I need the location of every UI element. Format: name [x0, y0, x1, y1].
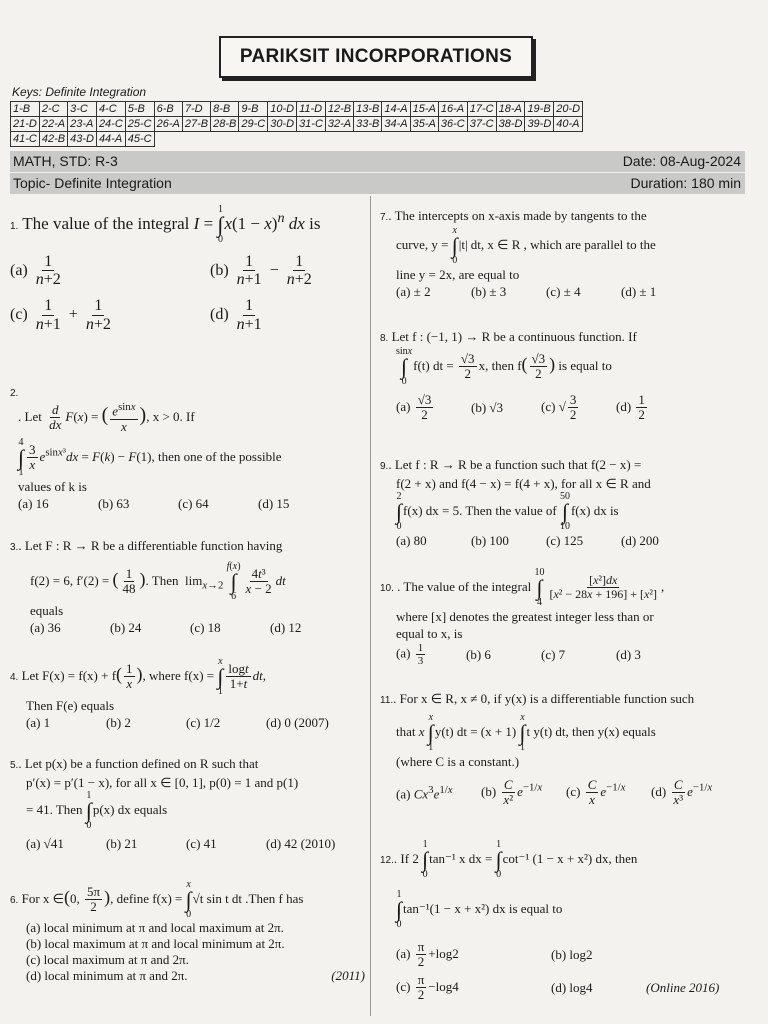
- answer-key-cell: 30-D: [268, 117, 297, 132]
- q10-options: (a) $\frac{1}{3}$ (b) 6 (c) 7 (d) 3: [396, 641, 641, 667]
- info-band-topic: [10, 173, 745, 194]
- question-1: 1. The value of the integral I = 1 ∫ 0 $x(1 - x)^n$ dx is (a) $\frac{1}{n+2}$ (b) $\frac{1}{n+1}$ − $\frac{1}{n+2}$ (c) $\frac{1}{n+1}$ + $\frac{1}{n+2}$ (d) $\frac{1}{n+1}$: [10, 204, 321, 333]
- answer-key-cell: 24-C: [96, 117, 125, 132]
- answer-key-cell: 21-D: [11, 117, 40, 132]
- answer-key-cell: 43-D: [68, 132, 97, 147]
- answer-key-cell: 7-D: [182, 102, 210, 117]
- q9-options: (a) 80 (b) 100 (c) 125 (d) 200: [396, 532, 659, 548]
- q7-options: (a) ± 2 (b) ± 3 (c) ± 4 (d) ± 1: [396, 283, 657, 299]
- answer-key-cell: 11-D: [297, 102, 326, 117]
- q4-options: (a) 1 (b) 2 (c) 1/2 (d) 0 (2007): [26, 714, 329, 730]
- topic-label: Topic- Definite Integration: [13, 175, 172, 191]
- answer-key-cell: 25-C: [125, 117, 154, 132]
- answer-key-cell: 1-B: [11, 102, 40, 117]
- date-label: Date: 08-Aug-2024: [622, 153, 741, 169]
- question-6: 6. For x ∈(0, $\frac{5\pi}{2}$ ), define f(x) = x ∫ 0 √t sin t dt .Then f has (a) local minimum at π and local maximum at 2π. (b) local maximum at π and local minimum at 2π. (c) local maximum at π and 2π. (d) local minimum at π and 2π. (2011): [10, 879, 365, 983]
- answer-key-cell: 33-B: [354, 117, 382, 132]
- answer-key-cell: 12-B: [325, 102, 353, 117]
- question-8: 8. Let f : (−1, 1) → R be a continuous function. If sinx ∫ 0 f(t) dt = $\frac{√3}{2}$ x, then f( $\frac{√3}{2}$ ) is equal to (a) $\frac{√3}{2}$ (b) √3 (c) √ $\frac{3}{2}$ (d) $\frac{1}{2}$: [380, 328, 750, 422]
- answer-key-cell: 17-C: [467, 102, 496, 117]
- duration-label: Duration: 180 min: [630, 175, 741, 191]
- answer-key-cell: 31-C: [297, 117, 326, 132]
- answer-key-cell: 16-A: [438, 102, 467, 117]
- answer-key-cell: 38-D: [496, 117, 525, 132]
- q3-options: (a) 36 (b) 24 (c) 18 (d) 12: [30, 619, 302, 635]
- answer-key-cell: 36-C: [438, 117, 467, 132]
- answer-key-cell: 14-A: [382, 102, 410, 117]
- question-5: 5.. Let p(x) be a function defined on R such that p′(x) = p′(1 − x), for all x ∈ [0, 1], p(0) = 1 and p(1) = 41. Then 1 ∫ 0 p(x) dx equals (a) √41 (b) 21 (c) 41 (d) 42 (2010): [10, 755, 365, 852]
- question-10: 10. . The value of the integral 10 ∫ 4 $\frac{\text{[x²]dx}}{\text{[x² − 28x + 196] + [x²]}}$ , where [x] denotes the greatest integer less than or equal to x, is (a) $\frac{1}{3}$ (b) 6 (c) 7 (d) 3: [380, 568, 750, 667]
- answer-key-cell: 44-A: [96, 132, 125, 147]
- answer-key-cell: 41-C: [11, 132, 40, 147]
- question-7: 7.. The intercepts on x-axis made by tangents to the curve, y = x ∫ 0 |t| dt, x ∈ R , which are parallel to the line y = 2x, are equal to (a) ± 2 (b) ± 3 (c) ± 4 (d) ± 1: [380, 207, 750, 300]
- answer-key-cell: 13-B: [354, 102, 382, 117]
- q5-options: (a) √41 (b) 21 (c) 41 (d) 42 (2010): [26, 835, 336, 851]
- subject-label: MATH, STD: R-3: [13, 153, 118, 169]
- page-title: PARIKSIT INCORPORATIONS: [219, 36, 533, 78]
- q11-options: (a) $Cx^3e^{1/x}$ (b) $\frac{C}{\text{x²}}$ $e^{-1/x}$ (c) $\frac{C}{x}$ $e^{-1/x}$ (d) $\frac{C}{\text{x³}}$ $e^{-1/x}$: [396, 776, 713, 808]
- question-4: 4. Let F(x) = f(x) + f( $\frac{1}{x}$ ), where f(x) = x ∫ 1 $\frac{\log t}{1+t}$ dt, Then F(e) equals (a) 1 (b) 2 (c) 1/2 (d) 0 (2007): [10, 657, 365, 731]
- answer-key-cell: 19-B: [525, 102, 554, 117]
- question-11: 11.. For x ∈ R, x ≠ 0, if y(x) is a differentiable function such that x x ∫ 1 y(t) dt = (x + 1) x ∫ 1 t y(t) dt, then y(x) equals (where C is a constant.) (a) $Cx^3e^{1/x}$ (b) $\frac{C}{\text{x²}}$ $e^{-1/x}$ (c) $\frac{C}{x}$ $e^{-1/x}$ (d) $\frac{C}{\text{x³}}$ $e^{-1/x}$: [380, 690, 750, 807]
- answer-key-cell: 15-A: [410, 102, 438, 117]
- answer-key-cell: 29-C: [239, 117, 268, 132]
- answer-key-cell: 40-A: [554, 117, 583, 132]
- question-3: 3.. Let F : R → R be a differentiable function having f(2) = 6, f′(2) = ( $\frac{1}{48}$ ). Then $\lim_{x\to 2}$ f(x) ∫ 6 $\frac{\text{4t³}}{x - 2}$ dt equals (a) 36 (b) 24 (c) 18 (d) 12: [10, 537, 365, 636]
- answer-key-cell: 39-D: [525, 117, 554, 132]
- info-band-subject: [10, 151, 745, 172]
- answer-key-cell: 22-A: [39, 117, 67, 132]
- answer-key-cell: 2-C: [39, 102, 67, 117]
- question-2: 2. . Let $\frac{d}{dx}$ F(x) = ( $\frac{e^{sinx}}{x}$ ), x > 0. If 4 ∫ 1 $\frac{3}{x}$ $e^{sinx^3}dx = F(k) - F(1)$, then one of the possible values of k is (a) 16 (b) 63 (c) 64 (d) 15: [10, 383, 365, 512]
- keys-label: Keys: Definite Integration: [12, 85, 147, 99]
- q6-options: (a) local minimum at π and local maximum at 2π. (b) local maximum at π and local minimum at 2π. (c) local maximum at π and 2π. (d) local minimum at π and 2π. (2011): [26, 919, 365, 983]
- answer-key-cell: 42-B: [39, 132, 67, 147]
- column-divider: [370, 196, 371, 1016]
- q12-options-ab: (a) $\frac{\pi}{2}$ +log2 (b) log2: [396, 938, 593, 969]
- answer-key-cell: 27-B: [182, 117, 210, 132]
- answer-key-cell: 20-D: [554, 102, 583, 117]
- answer-key-cell: 6-B: [154, 102, 182, 117]
- answer-key-cell: 23-A: [68, 117, 97, 132]
- question-9: 9.. Let f : R → R be a function such that f(2 − x) = f(2 + x) and f(4 − x) = f(4 + x), for all x ∈ R and 2 ∫ 0 f(x) dx = 5. Then the value of 50 ∫ 10 f(x) dx is (a) 80 (b) 100 (c) 125 (d) 200: [380, 456, 750, 549]
- answer-key-cell: 26-A: [154, 117, 182, 132]
- answer-key-cell: 28-B: [211, 117, 239, 132]
- answer-key-cell: 32-A: [325, 117, 353, 132]
- answer-key-cell: 37-C: [467, 117, 496, 132]
- q2-options: (a) 16 (b) 63 (c) 64 (d) 15: [18, 495, 290, 511]
- answer-key-cell: 3-C: [68, 102, 97, 117]
- question-12: 12.. If 2 1 ∫ 0 tan⁻¹ x dx = 1 ∫ 0 cot⁻¹ (1 − x + x²) dx, then 1 ∫ 0 tan⁻¹(1 − x + x²) dx is equal to (a) $\frac{\pi}{2}$ +log2 (b) log2 (c) $\frac{\pi}{2}$ −log4 (d) log4 (Online 2016): [380, 840, 750, 1003]
- q8-options: (a) $\frac{√3}{2}$ (b) √3 (c) √ $\frac{3}{2}$ (d) $\frac{1}{2}$: [396, 391, 645, 423]
- answer-key-cell: 45-C: [125, 132, 154, 147]
- answer-key-cell: 4-C: [96, 102, 125, 117]
- answer-key-cell: 9-B: [239, 102, 268, 117]
- answer-key-cell: 34-A: [382, 117, 410, 132]
- q12-options-cd: (c) $\frac{\pi}{2}$ −log4 (d) log4 (Online 2016): [396, 972, 720, 1003]
- answer-keys-table: [10, 101, 583, 147]
- answer-key-cell: 18-A: [496, 102, 525, 117]
- answer-key-cell: 5-B: [125, 102, 154, 117]
- answer-key-cell: 35-A: [410, 117, 438, 132]
- answer-key-cell: 8-B: [211, 102, 239, 117]
- answer-key-cell: 10-D: [268, 102, 297, 117]
